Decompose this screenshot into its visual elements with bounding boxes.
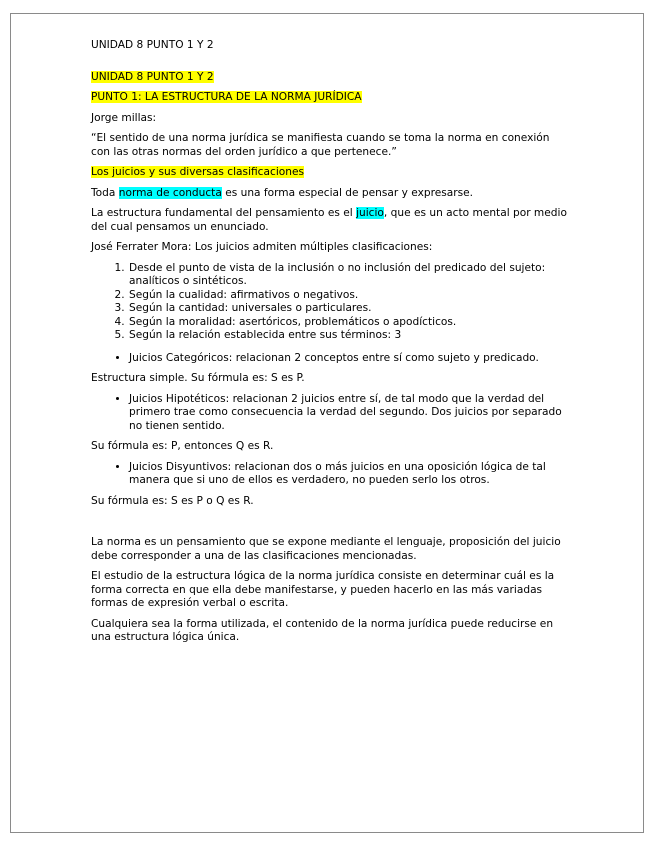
list-item: 1. Desde el punto de vista de la inclusión o no inclusión del predicado del sujeto: analíticos o sintéticos. <box>128 262 569 289</box>
bullet-list-disyuntivos <box>91 461 569 488</box>
paragraph-norma-pensamiento: La norma es un pensamiento que se expone mediante el lenguaje, proposición del juicio debe corresponder a una de las clasificaciones mencionadas. <box>91 536 561 562</box>
formula-simple: Estructura simple. Su fórmula es: S es P. <box>91 372 305 384</box>
section-heading <box>91 166 569 180</box>
classification-list <box>91 262 569 343</box>
juicio-highlight: juicio <box>356 207 384 219</box>
paragraph-estudio: El estudio de la estructura lógica de la norma jurídica consiste en determinar cuál es la forma correcta en que ella debe manifestarse, y pueden hacerlo en las más variadas formas de expresión verbal o escrita. <box>91 570 555 609</box>
quote-paragraph: “El sentido de una norma jurídica se manifiesta cuando se toma la norma en conexión con las otras normas del orden jurídico a que pertenece.” <box>91 132 550 158</box>
section-heading-highlight: Los juicios y sus diversas clasificaciones <box>91 166 304 178</box>
title-highlight: UNIDAD 8 PUNTO 1 Y 2 <box>91 70 214 83</box>
document-subtitle <box>91 91 569 105</box>
bullet-item: • Juicios Categóricos: relacionan 2 conceptos entre sí como sujeto y predicado. <box>129 352 569 366</box>
bullet-item: • Juicios Hipotéticos: relacionan 2 juicios entre sí, de tal modo que la verdad del primero trae como consecuencia la verdad del segundo. Dos juicios por separado no tienen sentido. <box>129 393 569 434</box>
paragraph-juicio: La estructura fundamental del pensamiento es el juicio, que es un acto mental por medio del cual pensamos un enunciado. <box>91 207 567 233</box>
bullet-list-hipoteticos <box>91 393 569 434</box>
document-body <box>91 39 569 652</box>
page-header: UNIDAD 8 PUNTO 1 Y 2 <box>91 39 214 51</box>
document-page <box>10 13 644 833</box>
norma-conducta-highlight: norma de conducta <box>118 186 222 199</box>
list-item: 3. Según la cantidad: universales o particulares. <box>128 302 569 316</box>
document-title <box>91 71 569 85</box>
list-item: 5. Según la relación establecida entre sus términos: 3 <box>128 329 569 343</box>
list-item: 2. Según la cualidad: afirmativos o negativos. <box>128 289 569 303</box>
list-item: 4. Según la moralidad: asertóricos, problemáticos o apodícticos. <box>128 316 569 330</box>
paragraph-cualquiera: Cualquiera sea la forma utilizada, el contenido de la norma jurídica puede reducirse en una estructura lógica única. <box>91 617 554 643</box>
subtitle-highlight: PUNTO 1: LA ESTRUCTURA DE LA NORMA JURÍDICA <box>91 91 362 103</box>
author-line: Jorge millas: <box>91 111 157 124</box>
bullet-item: • Juicios Disyuntivos: relacionan dos o más juicios en una oposición lógica de tal manera que si uno de ellos es verdadero, no pueden serlo los otros. <box>129 461 569 488</box>
formula-disyuntivos: Su fórmula es: S es P o Q es R. <box>91 494 254 507</box>
paragraph-norma-conducta: Toda norma de conducta es una forma especial de pensar y expresarse. <box>91 186 473 199</box>
bullet-list-categoricos <box>91 352 569 366</box>
paragraph-ferrater-mora: José Ferrater Mora: Los juicios admiten múltiples clasificaciones: <box>91 241 433 253</box>
formula-hipoteticos: Su fórmula es: P, entonces Q es R. <box>91 440 274 452</box>
